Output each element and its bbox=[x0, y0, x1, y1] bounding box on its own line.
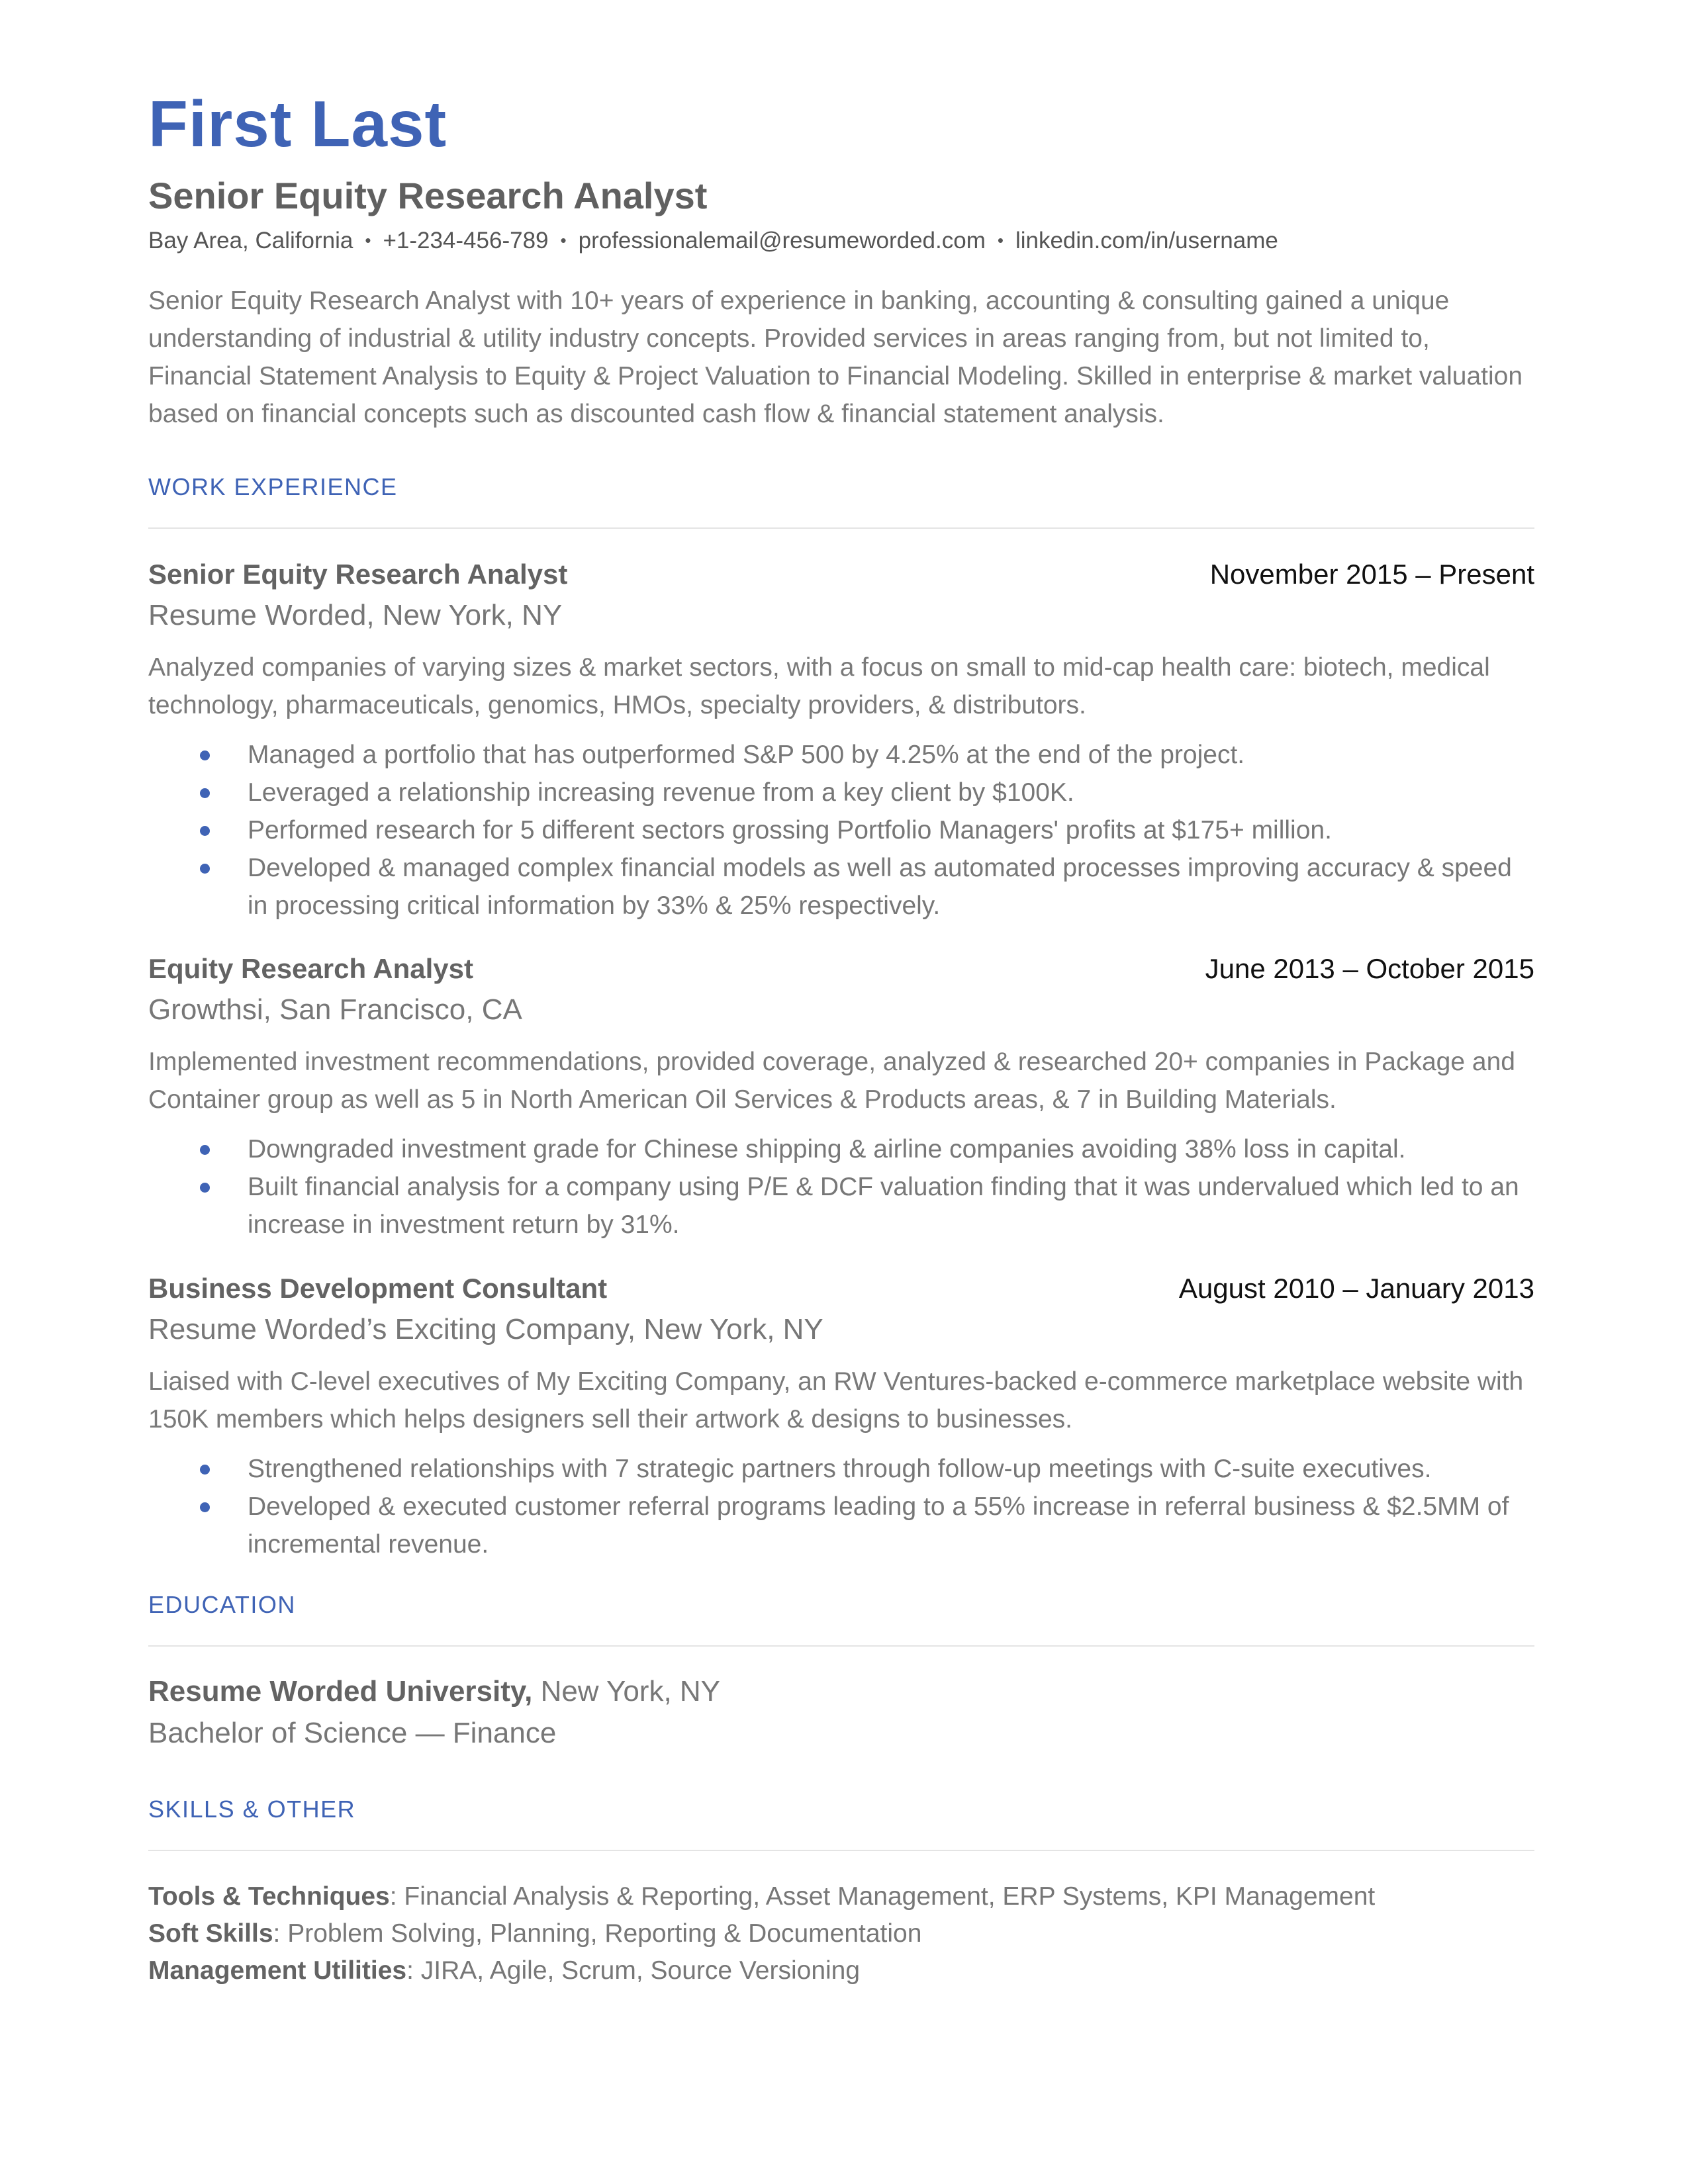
bullet-dot-icon bbox=[200, 826, 210, 836]
education-school-line bbox=[148, 1677, 720, 1706]
contact-location: Bay Area, California bbox=[148, 228, 353, 253]
education-location: New York, NY bbox=[540, 1675, 721, 1707]
bullet-item bbox=[148, 736, 1534, 774]
section-divider bbox=[148, 1645, 1534, 1647]
section-heading-education: EDUCATION bbox=[148, 1591, 296, 1618]
bullet-dot-icon bbox=[200, 1502, 210, 1512]
job-bullets bbox=[148, 736, 1534, 925]
job-role: Senior Equity Research Analyst bbox=[148, 559, 568, 590]
skill-line bbox=[148, 1884, 1375, 1909]
candidate-name: First Last bbox=[148, 87, 447, 160]
bullet-dot-icon bbox=[200, 751, 210, 760]
summary: Senior Equity Research Analyst with 10+ years of experience in banking, accounting & consulting gained a unique understanding of industrial & utility industry concepts. Provided services in areas ranging from, but not limited to, Financial Statement Analysis to Equity & Project Valuation to Financial Modeling. Skilled in enterprise & market valuation based on financial concepts such as discounted cash flow & financial statement analysis. bbox=[148, 287, 1523, 428]
contact-separator: • bbox=[365, 230, 371, 250]
section-divider bbox=[148, 1850, 1534, 1851]
skill-value: : Problem Solving, Planning, Reporting & Documentation bbox=[273, 1919, 922, 1948]
contact-line bbox=[148, 229, 1278, 252]
job-company: Resume Worded’s Exciting Company, New York, NY bbox=[148, 1313, 823, 1345]
section-heading-skills: SKILLS & OTHER bbox=[148, 1796, 356, 1823]
bullet-text: Performed research for 5 different sectors grossing Portfolio Managers' profits at $175+ million. bbox=[248, 816, 1332, 844]
contact-phone: +1-234-456-789 bbox=[383, 228, 549, 253]
job-dates: August 2010 – January 2013 bbox=[1178, 1273, 1534, 1304]
bullet-item bbox=[148, 811, 1534, 849]
bullet-item bbox=[148, 1130, 1534, 1168]
contact-separator: • bbox=[997, 230, 1004, 250]
bullet-dot-icon bbox=[200, 788, 210, 798]
bullet-text: Developed & managed complex financial models as well as automated processes improving accuracy & speed in processing critical information by 33% & 25% respectively. bbox=[248, 854, 1512, 920]
job-description: Implemented investment recommendations, provided coverage, analyzed & researched 20+ companies in Package and Container group as well as 5 in North American Oil Services & Products areas, & 7 in Building Materials. bbox=[148, 1048, 1515, 1114]
bullet-dot-icon bbox=[200, 864, 210, 874]
job-dates: November 2015 – Present bbox=[1209, 559, 1534, 590]
bullet-item bbox=[148, 1168, 1534, 1244]
candidate-title: Senior Equity Research Analyst bbox=[148, 175, 708, 216]
job-bullets bbox=[148, 1450, 1534, 1563]
job-description: Liaised with C-level executives of My Exciting Company, an RW Ventures-backed e-commerce marketplace website with 150K members which helps designers sell their artwork & designs to businesses. bbox=[148, 1367, 1524, 1433]
job-role: Equity Research Analyst bbox=[148, 953, 473, 984]
bullet-dot-icon bbox=[200, 1465, 210, 1475]
skill-value: : Financial Analysis & Reporting, Asset Management, ERP Systems, KPI Management bbox=[389, 1882, 1376, 1911]
job-company: Growthsi, San Francisco, CA bbox=[148, 993, 522, 1026]
bullet-item bbox=[148, 849, 1534, 925]
section-divider bbox=[148, 527, 1534, 529]
education-degree: Bachelor of Science — Finance bbox=[148, 1717, 557, 1749]
skill-label: Management Utilities bbox=[148, 1956, 407, 1985]
bullet-item bbox=[148, 1450, 1534, 1488]
job-dates: June 2013 – October 2015 bbox=[1205, 953, 1534, 984]
job-description: Analyzed companies of varying sizes & market sectors, with a focus on small to mid-cap health care: biotech, medical technology, pharmaceuticals, genomics, HMOs, specialty providers, & distributors. bbox=[148, 653, 1490, 719]
job-bullets bbox=[148, 1130, 1534, 1244]
bullet-text: Strengthened relationships with 7 strategic partners through follow-up meetings with C-suite executives. bbox=[248, 1455, 1432, 1483]
bullet-text: Leveraged a relationship increasing revenue from a key client by $100K. bbox=[248, 778, 1074, 807]
bullet-text: Managed a portfolio that has outperformed S&P 500 by 4.25% at the end of the project. bbox=[248, 741, 1245, 769]
job-role: Business Development Consultant bbox=[148, 1273, 608, 1304]
bullet-text: Downgraded investment grade for Chinese shipping & airline companies avoiding 38% loss in capital. bbox=[248, 1135, 1406, 1163]
contact-separator: • bbox=[560, 230, 567, 250]
education-school: Resume Worded University, bbox=[148, 1675, 533, 1707]
bullet-text: Developed & executed customer referral programs leading to a 55% increase in referral business & $2.5MM of incremental revenue. bbox=[248, 1492, 1509, 1559]
skill-line bbox=[148, 1921, 921, 1946]
skill-label: Tools & Techniques bbox=[148, 1882, 390, 1911]
contact-linkedin: linkedin.com/in/username bbox=[1015, 228, 1278, 253]
bullet-dot-icon bbox=[200, 1145, 210, 1155]
skill-line bbox=[148, 1958, 860, 1983]
bullet-text: Built financial analysis for a company using P/E & DCF valuation finding that it was undervalued which led to an increase in investment return by 31%. bbox=[248, 1173, 1519, 1239]
skill-label: Soft Skills bbox=[148, 1919, 273, 1948]
bullet-item bbox=[148, 1488, 1534, 1563]
contact-email: professionalemail@resumeworded.com bbox=[578, 228, 986, 253]
bullet-dot-icon bbox=[200, 1183, 210, 1193]
section-heading-work: WORK EXPERIENCE bbox=[148, 473, 398, 500]
skill-value: : JIRA, Agile, Scrum, Source Versioning bbox=[406, 1956, 861, 1985]
bullet-item bbox=[148, 774, 1534, 811]
job-company: Resume Worded, New York, NY bbox=[148, 599, 563, 631]
